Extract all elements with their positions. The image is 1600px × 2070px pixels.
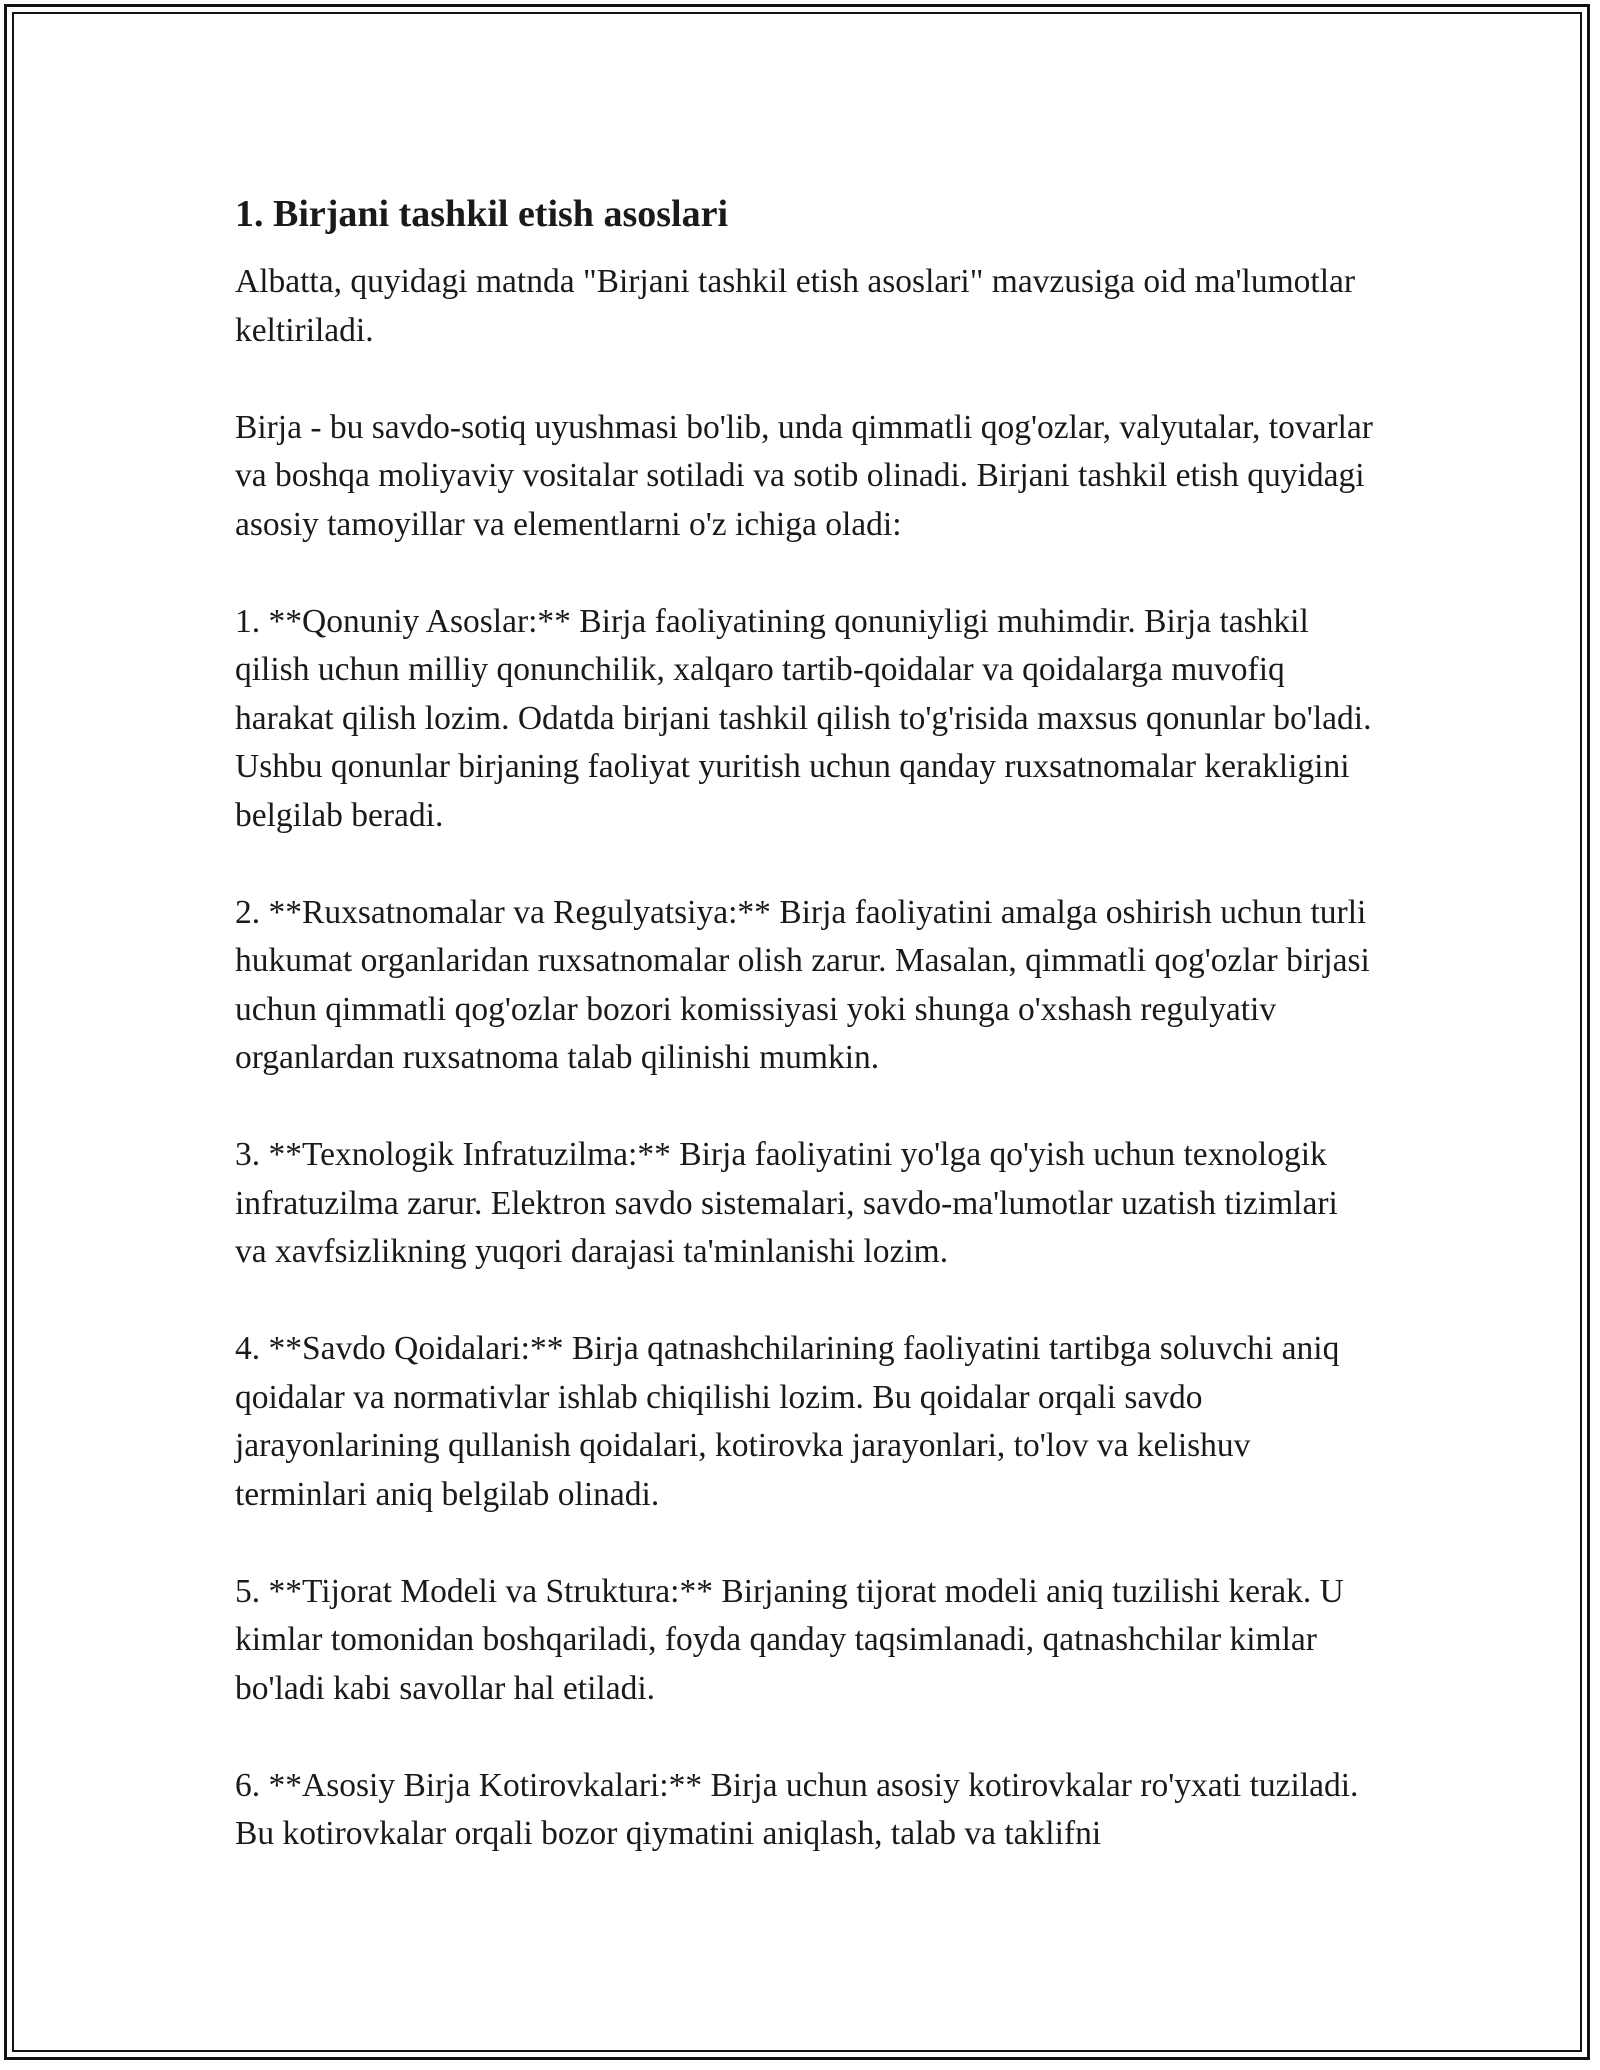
list-item-4-paragraph: 4. **Savdo Qoidalari:** Birja qatnashchilarining faoliyatini tartibga soluvchi aniq qoidalar va normativlar ishlab chiqilishi lozim. Bu qoidalar orqali savdo jarayonlarining qullanish qoidalari, kotirovka jarayonlari, to'lov va kelishuv terminlari aniq belgilab olinadi. — [235, 1330, 1340, 1513]
list-item-1-paragraph: 1. **Qonuniy Asoslar:** Birja faoliyatining qonuniyligi muhimdir. Birja tashkil qilish uchun milliy qonunchilik, xalqaro tartib-qoidalar va qoidalarga muvofiq harakat qilish lozim. Odatda birjani tashkil qilish to'g'risida maxsus qonunlar bo'ladi. Ushbu qonunlar birjaning faoliyat yuritish uchun qanday ruxsatnomalar kerakligini belgilab beradi. — [235, 602, 1372, 834]
list-item-3-paragraph: 3. **Texnologik Infratuzilma:** Birja faoliyatini yo'lga qo'yish uchun texnologik infratuzilma zarur. Elektron savdo sistemalari, savdo-ma'lumotlar uzatish tizimlari va xavfsizlikning yuqori darajasi ta'minlanishi lozim. — [235, 1136, 1338, 1270]
list-item-2-paragraph: 2. **Ruxsatnomalar va Regulyatsiya:** Birja faoliyatini amalga oshirish uchun turli hukumat organlaridan ruxsatnomalar olish zarur. Masalan, qimmatli qog'ozlar birjasi uchun qimmatli qog'ozlar bozori komissiyasi yoki shunga o'xshash regulyativ organlardan ruxsatnoma talab qilinishi mumkin. — [235, 893, 1370, 1076]
document-body — [235, 186, 1375, 1859]
intro-paragraph: Albatta, quyidagi matnda "Birjani tashkil etish asoslari" mavzusiga oid ma'lumotlar keltiriladi. — [235, 263, 1356, 349]
definition-paragraph: Birja - bu savdo-sotiq uyushmasi bo'lib, unda qimmatli qog'ozlar, valyutalar, tovarlar va boshqa moliyaviy vositalar sotiladi va sotib olinadi. Birjani tashkil etish quyidagi asosiy tamoyillar va elementlarni o'z ichiga oladi: — [235, 408, 1373, 543]
list-item-5-paragraph: 5. **Tijorat Modeli va Struktura:** Birjaning tijorat modeli aniq tuzilishi kerak. U kimlar tomonidan boshqariladi, foyda qanday taqsimlanadi, qatnashchilar kimlar bo'ladi kabi savollar hal etiladi. — [235, 1572, 1344, 1707]
document-title: 1. Birjani tashkil etish asoslari — [235, 193, 728, 235]
list-item-6-paragraph: 6. **Asosiy Birja Kotirovkalari:** Birja uchun asosiy kotirovkalar ro'yxati tuziladi. Bu kotirovkalar orqali bozor qiymatini aniqlash, talab va taklifni — [235, 1766, 1359, 1852]
